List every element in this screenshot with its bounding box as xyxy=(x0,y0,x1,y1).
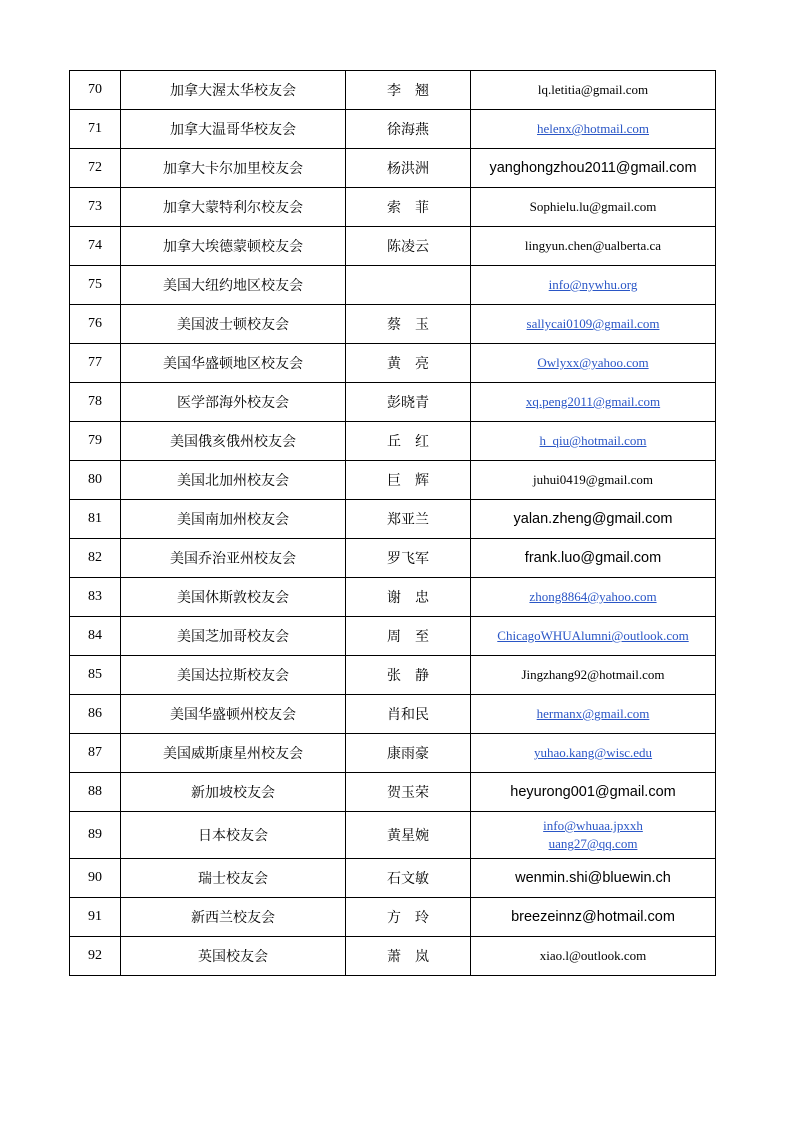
organization-name: 加拿大蒙特利尔校友会 xyxy=(121,188,346,227)
table-row xyxy=(70,227,716,266)
email-text: heyurong001@gmail.com xyxy=(510,784,676,800)
organization-name: 日本校友会 xyxy=(121,812,346,859)
email-cell xyxy=(471,617,716,656)
table-row xyxy=(70,500,716,539)
alumni-contact-table xyxy=(69,70,716,976)
organization-name: 美国华盛顿州校友会 xyxy=(121,695,346,734)
organization-name: 加拿大埃德蒙顿校友会 xyxy=(121,227,346,266)
contact-name: 杨洪洲 xyxy=(346,149,471,188)
email-text: wenmin.shi@bluewin.ch xyxy=(515,870,671,886)
table-row xyxy=(70,539,716,578)
row-number: 83 xyxy=(70,578,121,617)
email-link[interactable]: yuhao.kang@wisc.edu xyxy=(533,745,653,760)
email-cell xyxy=(471,812,716,859)
email-cell xyxy=(471,305,716,344)
table-row xyxy=(70,149,716,188)
table-row xyxy=(70,266,716,305)
email-text: lingyun.chen@ualberta.ca xyxy=(524,238,662,253)
email-cell xyxy=(471,188,716,227)
contact-name: 郑亚兰 xyxy=(346,500,471,539)
row-number: 90 xyxy=(70,859,121,898)
table-row xyxy=(70,617,716,656)
organization-name: 新加坡校友会 xyxy=(121,773,346,812)
email-link[interactable]: hermanx@gmail.com xyxy=(536,706,650,721)
contact-name: 贺玉荣 xyxy=(346,773,471,812)
contact-name: 周 至 xyxy=(346,617,471,656)
contact-name: 方 玲 xyxy=(346,898,471,937)
row-number: 78 xyxy=(70,383,121,422)
organization-name: 美国芝加哥校友会 xyxy=(121,617,346,656)
organization-name: 美国乔治亚州校友会 xyxy=(121,539,346,578)
email-cell xyxy=(471,149,716,188)
email-cell xyxy=(471,937,716,976)
email-link[interactable]: info@nywhu.org xyxy=(548,277,638,292)
email-link[interactable]: sallycai0109@gmail.com xyxy=(526,316,660,331)
row-number: 92 xyxy=(70,937,121,976)
contact-name: 张 静 xyxy=(346,656,471,695)
row-number: 73 xyxy=(70,188,121,227)
email-link[interactable]: Owlyxx@yahoo.com xyxy=(537,355,649,370)
email-link[interactable]: xq.peng2011@gmail.com xyxy=(525,394,661,409)
row-number: 82 xyxy=(70,539,121,578)
organization-name: 新西兰校友会 xyxy=(121,898,346,937)
row-number: 71 xyxy=(70,110,121,149)
email-cell xyxy=(471,422,716,461)
contact-name xyxy=(346,266,471,305)
email-cell xyxy=(471,734,716,773)
row-number: 77 xyxy=(70,344,121,383)
table-row xyxy=(70,578,716,617)
email-cell xyxy=(471,656,716,695)
table-row xyxy=(70,383,716,422)
row-number: 85 xyxy=(70,656,121,695)
contact-name: 索 菲 xyxy=(346,188,471,227)
email-link[interactable]: uang27@qq.com xyxy=(548,836,638,851)
contact-name: 李 翘 xyxy=(346,71,471,110)
organization-name: 加拿大卡尔加里校友会 xyxy=(121,149,346,188)
email-cell xyxy=(471,539,716,578)
email-cell xyxy=(471,898,716,937)
email-text: juhui0419@gmail.com xyxy=(533,472,653,487)
row-number: 80 xyxy=(70,461,121,500)
email-text: lq.letitia@gmail.com xyxy=(537,82,649,97)
table-row xyxy=(70,812,716,859)
table-row xyxy=(70,188,716,227)
organization-name: 美国大纽约地区校友会 xyxy=(121,266,346,305)
table-row xyxy=(70,773,716,812)
table-body xyxy=(70,71,716,976)
table-row xyxy=(70,859,716,898)
email-cell xyxy=(471,227,716,266)
organization-name: 美国威斯康星州校友会 xyxy=(121,734,346,773)
row-number: 79 xyxy=(70,422,121,461)
organization-name: 美国南加州校友会 xyxy=(121,500,346,539)
table-row xyxy=(70,937,716,976)
organization-name: 瑞士校友会 xyxy=(121,859,346,898)
contact-name: 康雨豪 xyxy=(346,734,471,773)
email-text: frank.luo@gmail.com xyxy=(524,550,662,566)
contact-name: 萧 岚 xyxy=(346,937,471,976)
contact-name: 陈凌云 xyxy=(346,227,471,266)
organization-name: 美国北加州校友会 xyxy=(121,461,346,500)
email-cell xyxy=(471,71,716,110)
table-row xyxy=(70,344,716,383)
organization-name: 英国校友会 xyxy=(121,937,346,976)
organization-name: 美国休斯敦校友会 xyxy=(121,578,346,617)
row-number: 81 xyxy=(70,500,121,539)
email-link[interactable]: zhong8864@yahoo.com xyxy=(529,589,657,604)
table-row xyxy=(70,71,716,110)
organization-name: 美国达拉斯校友会 xyxy=(121,656,346,695)
contact-name: 罗飞军 xyxy=(346,539,471,578)
table-row xyxy=(70,656,716,695)
table-row xyxy=(70,695,716,734)
email-cell xyxy=(471,266,716,305)
email-cell xyxy=(471,344,716,383)
table-row xyxy=(70,422,716,461)
contact-name: 蔡 玉 xyxy=(346,305,471,344)
organization-name: 美国波士顿校友会 xyxy=(121,305,346,344)
table-row xyxy=(70,305,716,344)
contact-name: 丘 红 xyxy=(346,422,471,461)
table-row xyxy=(70,734,716,773)
contact-name: 巨 辉 xyxy=(346,461,471,500)
row-number: 76 xyxy=(70,305,121,344)
contact-name: 徐海燕 xyxy=(346,110,471,149)
contact-name: 黄星婉 xyxy=(346,812,471,859)
table-row xyxy=(70,110,716,149)
email-cell xyxy=(471,461,716,500)
row-number: 86 xyxy=(70,695,121,734)
row-number: 75 xyxy=(70,266,121,305)
email-text: yalan.zheng@gmail.com xyxy=(513,511,673,527)
email-text: Jingzhang92@hotmail.com xyxy=(521,667,665,682)
email-link[interactable]: ChicagoWHUAlumni@outlook.com xyxy=(497,628,689,643)
email-cell xyxy=(471,578,716,617)
email-cell xyxy=(471,383,716,422)
contact-name: 黄 亮 xyxy=(346,344,471,383)
organization-name: 加拿大温哥华校友会 xyxy=(121,110,346,149)
row-number: 88 xyxy=(70,773,121,812)
email-cell xyxy=(471,773,716,812)
email-text: Sophielu.lu@gmail.com xyxy=(529,199,657,214)
contact-name: 石文敏 xyxy=(346,859,471,898)
email-link[interactable]: info@whuaa.jpxxh xyxy=(543,818,643,833)
row-number: 74 xyxy=(70,227,121,266)
table-row xyxy=(70,461,716,500)
email-cell xyxy=(471,500,716,539)
email-cell xyxy=(471,859,716,898)
email-cell xyxy=(471,110,716,149)
row-number: 72 xyxy=(70,149,121,188)
row-number: 84 xyxy=(70,617,121,656)
organization-name: 加拿大渥太华校友会 xyxy=(121,71,346,110)
row-number: 89 xyxy=(70,812,121,859)
organization-name: 医学部海外校友会 xyxy=(121,383,346,422)
email-text: breezeinnz@hotmail.com xyxy=(511,909,675,925)
email-link[interactable]: h_qiu@hotmail.com xyxy=(539,433,647,448)
organization-name: 美国俄亥俄州校友会 xyxy=(121,422,346,461)
email-cell xyxy=(471,695,716,734)
table-row xyxy=(70,898,716,937)
contact-name: 谢 忠 xyxy=(346,578,471,617)
row-number: 70 xyxy=(70,71,121,110)
row-number: 87 xyxy=(70,734,121,773)
row-number: 91 xyxy=(70,898,121,937)
email-link[interactable]: helenx@hotmail.com xyxy=(537,121,649,136)
email-text: yanghongzhou2011@gmail.com xyxy=(489,160,697,176)
contact-name: 肖和民 xyxy=(346,695,471,734)
email-text: xiao.l@outlook.com xyxy=(539,948,647,963)
organization-name: 美国华盛顿地区校友会 xyxy=(121,344,346,383)
contact-name: 彭晓青 xyxy=(346,383,471,422)
